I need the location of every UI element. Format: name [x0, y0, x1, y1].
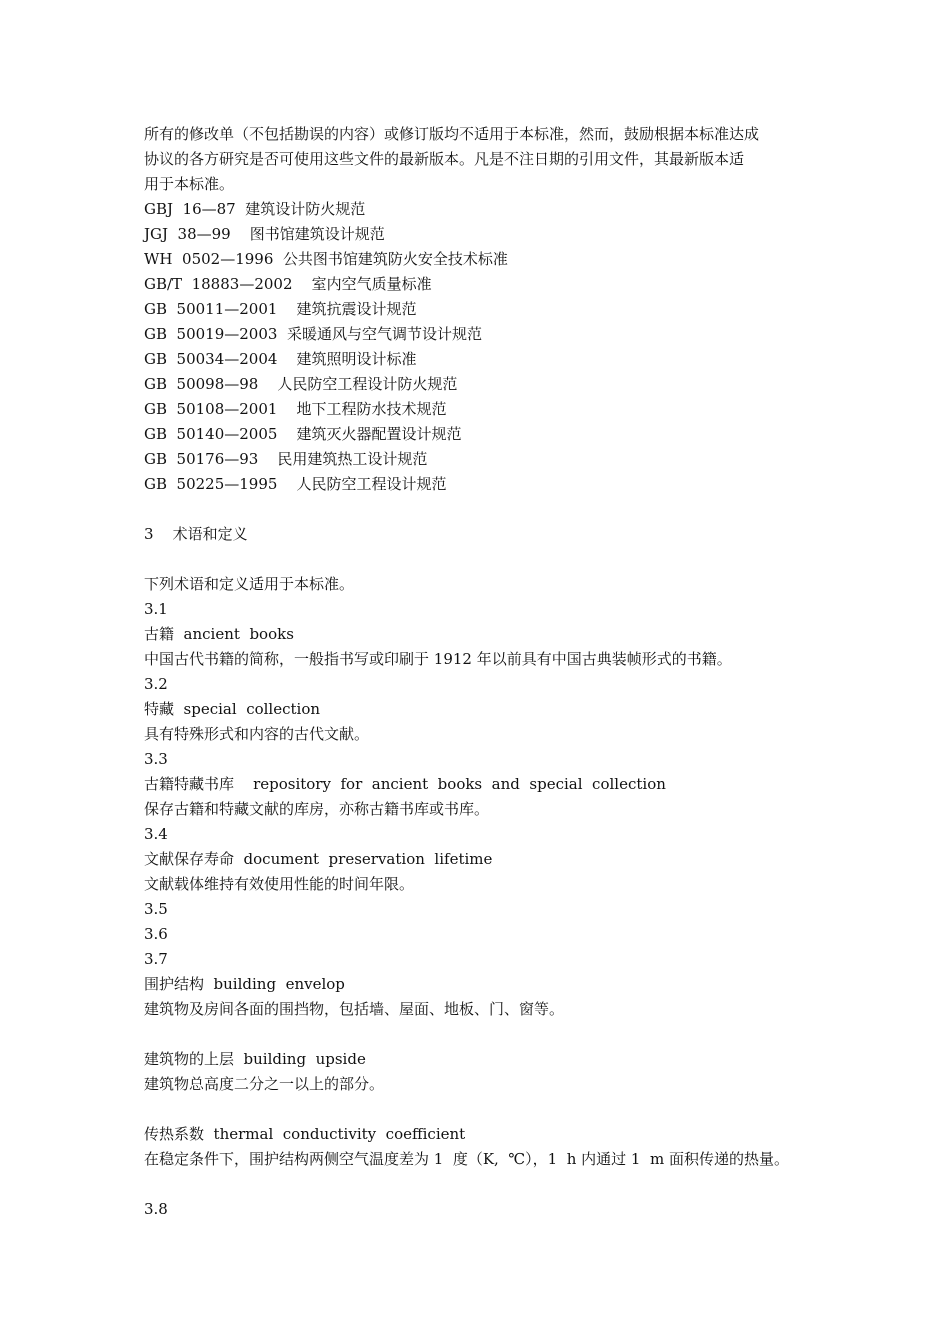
reference-item: GB 50225—1995 人民防空工程设计规范	[144, 475, 447, 493]
term-title: 特藏 special collection	[144, 700, 321, 718]
term-definition: 具有特殊形式和内容的古代文献。	[144, 725, 370, 743]
term-definition: 建筑物总高度二分之一以上的部分。	[144, 1075, 385, 1093]
term-number: 3.4	[144, 825, 168, 843]
intro-line-1: 所有的修改单（不包括勘误的内容）或修订版均不适用于本标准，然而，鼓励根据本标准达成	[144, 125, 760, 143]
reference-item: GB 50108—2001 地下工程防水技术规范	[144, 400, 447, 418]
reference-item: GB 50019—2003 采暖通风与空气调节设计规范	[144, 325, 482, 343]
term-title: 围护结构 building envelop	[144, 975, 345, 993]
reference-item: WH 0502—1996 公共图书馆建筑防火安全技术标准	[144, 250, 508, 268]
term-number: 3.3	[144, 750, 168, 768]
term-title: 古籍特藏书库 repository for ancient books and special collection	[144, 775, 666, 793]
term-title: 建筑物的上层 building upside	[144, 1050, 366, 1068]
reference-item: GBJ 16—87 建筑设计防火规范	[144, 200, 366, 218]
term-definition: 在稳定条件下，围护结构两侧空气温度差为 1 度（K, ℃），1 h 内通过 1 m 面积传递的热量。	[144, 1150, 789, 1168]
intro-line-3: 用于本标准。	[144, 175, 235, 193]
reference-item: JGJ 38—99 图书馆建筑设计规范	[144, 225, 385, 243]
term-definition: 中国古代书籍的简称，一般指书写或印刷于 1912 年以前具有中国古典装帧形式的书籍。	[144, 650, 732, 668]
term-number: 3.7	[144, 950, 168, 968]
reference-item: GB 50098—98 人民防空工程设计防火规范	[144, 375, 458, 393]
reference-item: GB 50140—2005 建筑灭火器配置设计规范	[144, 425, 462, 443]
spacer	[144, 1022, 834, 1047]
spacer	[144, 497, 834, 522]
reference-item: GB 50034—2004 建筑照明设计标准	[144, 350, 417, 368]
term-number: 3.6	[144, 925, 168, 943]
term-title: 文献保存寿命 document preservation lifetime	[144, 850, 493, 868]
document-page	[144, 122, 834, 1222]
term-definition: 保存古籍和特藏文献的库房，亦称古籍书库或书库。	[144, 800, 490, 818]
term-number: 3.2	[144, 675, 168, 693]
section-heading: 3 术语和定义	[144, 525, 248, 543]
term-title: 传热系数 thermal conductivity coefficient	[144, 1125, 466, 1143]
term-number: 3.5	[144, 900, 168, 918]
spacer	[144, 547, 834, 572]
intro-line-2: 协议的各方研究是否可使用这些文件的最新版本。凡是不注日期的引用文件，其最新版本适	[144, 150, 745, 168]
term-number: 3.8	[144, 1200, 168, 1218]
term-title: 古籍 ancient books	[144, 625, 294, 643]
reference-item: GB 50011—2001 建筑抗震设计规范	[144, 300, 417, 318]
term-number: 3.1	[144, 600, 168, 618]
term-definition: 文献载体维持有效使用性能的时间年限。	[144, 875, 415, 893]
term-definition: 建筑物及房间各面的围挡物，包括墙、屋面、地板、门、窗等。	[144, 1000, 565, 1018]
spacer	[144, 1097, 834, 1122]
section-intro: 下列术语和定义适用于本标准。	[144, 575, 355, 593]
reference-item: GB 50176—93 民用建筑热工设计规范	[144, 450, 428, 468]
spacer	[144, 1172, 834, 1197]
reference-item: GB/T 18883—2002 室内空气质量标准	[144, 275, 432, 293]
